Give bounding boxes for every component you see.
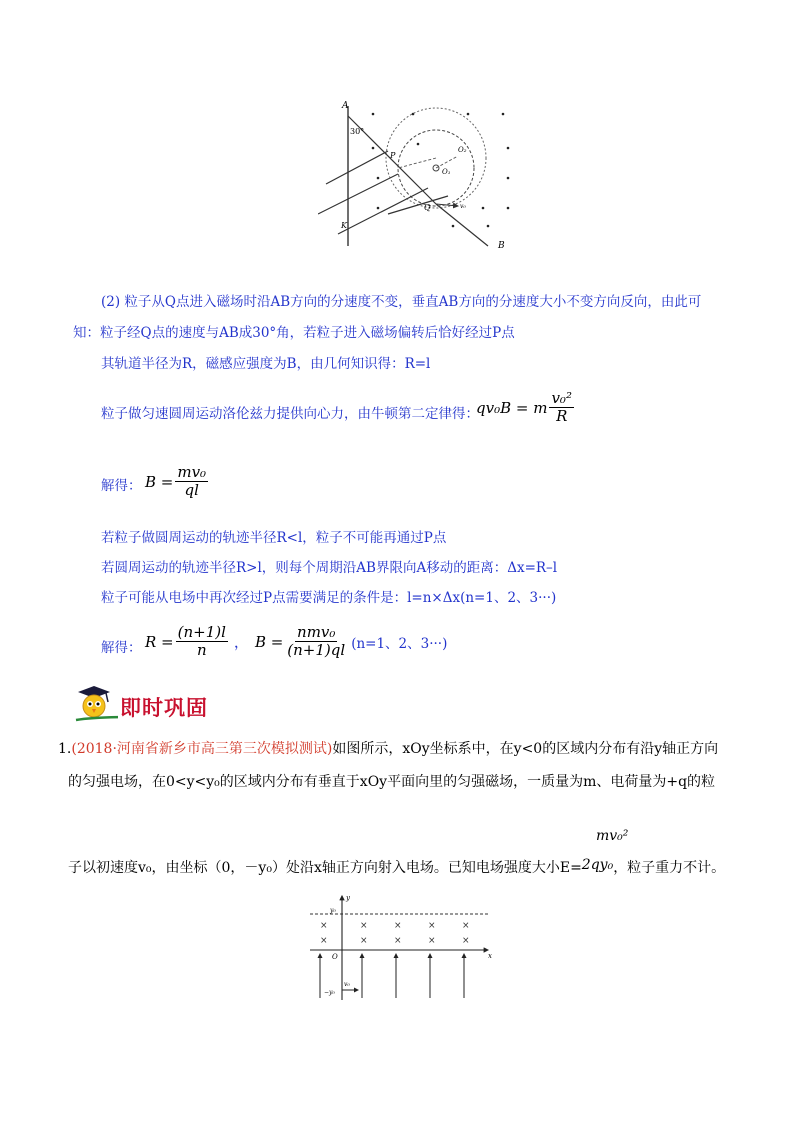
eq2-lhs: B = xyxy=(145,472,174,491)
label-O: O xyxy=(332,953,338,961)
problem1-frac-num: mv₀² xyxy=(596,828,629,844)
solution-p2-line1: (2) 粒子从Q点进入磁场时沿AB方向的分速度不变，垂直AB方向的分速度大小不变方向反向，由此可 xyxy=(101,294,702,310)
solution-p3: 其轨道半径为R，磁感应强度为B，由几何知识得：R=l xyxy=(101,356,431,372)
label-neg-y0: −y₀ xyxy=(324,989,335,996)
problem1-line1-rest: 如图所示，xOy坐标系中，在y<0的区域内分布有沿y轴正方向 xyxy=(332,741,719,757)
section-banner xyxy=(72,684,252,726)
problem1-line3-b: ，粒子重力不计。 xyxy=(613,860,726,876)
banner-title: 即时巩固 xyxy=(120,696,208,720)
solution-p7: 若圆周运动的轨迹半径R>l，则每个周期沿AB界限向A移动的距离：Δx=R–l xyxy=(101,560,558,576)
eq4-num: nmv₀ xyxy=(297,623,336,641)
svg-text:×: × xyxy=(320,936,328,946)
eq2-den: ql xyxy=(184,481,199,500)
label-A: A xyxy=(342,101,349,111)
solution-p5-prefix: 解得： xyxy=(101,478,142,494)
solution-p9-prefix: 解得： xyxy=(101,640,142,656)
eq3-lhs: R = xyxy=(145,632,174,651)
field-dots xyxy=(372,113,510,228)
label-B: B xyxy=(498,241,505,251)
label-K: K xyxy=(341,221,347,230)
svg-text:×: × xyxy=(394,936,402,946)
eq3-num: (n+1)l xyxy=(177,623,226,641)
svg-text:×: × xyxy=(394,921,402,931)
label-v0: v₀ xyxy=(460,203,466,210)
eq1-lhs: qv₀B = m xyxy=(476,398,548,417)
svg-text:×: × xyxy=(360,936,368,946)
figure-magnetic-field-diagram xyxy=(318,96,530,258)
solution-p6: 若粒子做圆周运动的轨迹半径R<l，粒子不可能再通过P点 xyxy=(101,530,447,546)
solution-p8: 粒子可能从电场中再次经过P点需要满足的条件是：l=n×Δx(n=1、2、3···) xyxy=(101,590,557,606)
label-Q: Q xyxy=(424,203,431,212)
eq4-lhs: B = xyxy=(254,632,284,651)
svg-text:×: × xyxy=(462,921,470,931)
eq1-num: v₀² xyxy=(551,389,572,407)
svg-text:×: × xyxy=(428,936,436,946)
problem1-line3-a: 子以初速度v₀，由坐标（0，－y₀）处沿x轴正方向射入电场。已知电场强度大小E= xyxy=(68,860,582,876)
equation-final xyxy=(145,624,447,660)
eq3-sep: ， xyxy=(233,633,249,652)
problem-number: 1. xyxy=(58,741,72,757)
problem-source: (2018·河南省新乡市高三第三次模拟测试) xyxy=(71,741,333,757)
equation-lorentz xyxy=(476,390,576,426)
svg-text:×: × xyxy=(320,921,328,931)
problem1-line3 xyxy=(68,857,726,877)
problem1-line1 xyxy=(58,741,718,758)
eq2-num: mv₀ xyxy=(177,463,207,481)
label-O1: O₁ xyxy=(442,168,451,176)
label-v0: v₀ xyxy=(344,981,350,988)
graduate-bird-icon xyxy=(72,684,118,726)
svg-text:×: × xyxy=(428,921,436,931)
figure-coordinate-system xyxy=(300,892,496,1004)
label-x: x xyxy=(488,952,492,960)
problem1-frac-den: 2qy₀ xyxy=(581,857,614,873)
label-y: y xyxy=(346,894,350,902)
svg-text:×: × xyxy=(462,936,470,946)
label-P: P xyxy=(390,151,396,160)
equation-B xyxy=(145,464,210,500)
eq3-den: n xyxy=(196,641,207,660)
label-30deg: 30° xyxy=(350,127,365,136)
label-O2: O₂ xyxy=(458,146,467,154)
eq1-den: R xyxy=(556,407,568,426)
solution-p2-line2: 知：粒子经Q点的速度与AB成30°角，若粒子进入磁场偏转后恰好经过P点 xyxy=(73,325,515,341)
problem1-line2: 的匀强电场，在0<y<y₀的区域内分布有垂直于xOy平面向里的匀强磁场，一质量为m、电荷量为+q的粒 xyxy=(68,774,716,790)
label-y0: y₀ xyxy=(330,907,336,914)
svg-text:×: × xyxy=(360,921,368,931)
solution-p4: 粒子做匀速圆周运动洛伦兹力提供向心力，由牛顿第二定律得： xyxy=(101,406,479,422)
eq4-den: (n+1)ql xyxy=(287,641,346,660)
eq-tail: (n=1、2、3···) xyxy=(351,635,448,652)
